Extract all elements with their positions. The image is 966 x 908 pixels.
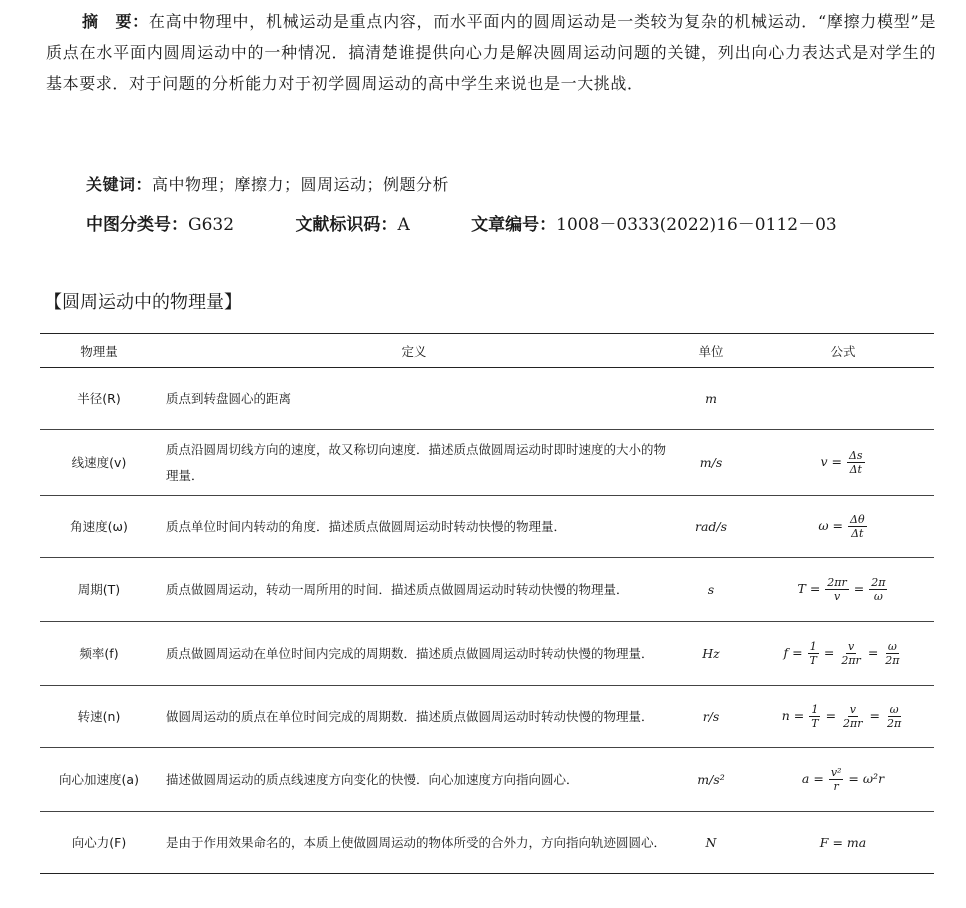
keywords-label: 关键词： (86, 175, 153, 194)
row-unit: rad/s (694, 518, 728, 534)
formula-T-eq: = (853, 581, 865, 596)
row-formula (752, 686, 934, 748)
row-unit: m (705, 390, 717, 406)
formula-T-den1: v (833, 590, 841, 603)
formula-a-lhs: a = (801, 771, 824, 786)
row-definition: 质点到转盘圆心的距离 (166, 390, 292, 406)
formula-f-lhs: f = (783, 645, 803, 660)
row-formula (752, 496, 934, 558)
table-header-row (40, 334, 934, 368)
doc-code-label: 文献标识码： (295, 215, 398, 235)
header-definition: 定义 (401, 343, 427, 359)
formula-a-rhs: = ω²r (848, 771, 885, 786)
formula-n-eq2: = (869, 708, 881, 723)
clc-value: G632 (188, 215, 235, 235)
row-definition: 做圆周运动的质点在单位时间完成的周期数．描述质点做圆周运动时转动快慢的物理量． (166, 708, 654, 724)
row-definition: 质点单位时间内转动的角度．描述质点做圆周运动时转动快慢的物理量． (166, 518, 567, 534)
keywords-text: 高中物理；摩擦力；圆周运动；例题分析 (152, 175, 450, 194)
formula-v-num: Δs (848, 449, 863, 462)
article-no-value: 1008－0333(2022)16－0112－03 (556, 215, 837, 235)
formula-n-num1: 1 (811, 703, 819, 716)
row-unit: Hz (702, 645, 720, 661)
formula-f-den1: T (809, 654, 817, 667)
row-definition: 是由于作用效果命名的，本质上使做圆周运动的物体所受的合外力，方向指向轨迹圆圆心． (166, 834, 667, 850)
row-name: 转速(n) (77, 708, 121, 724)
formula-w-num: Δθ (850, 513, 865, 526)
row-name: 频率(f) (79, 645, 119, 661)
abstract-label: 摘 要： (82, 12, 149, 31)
clc-label: 中图分类号： (86, 215, 188, 235)
header-formula: 公式 (830, 343, 856, 359)
section-title: 【圆周运动中的物理量】 (44, 292, 242, 313)
formula-n-num3: ω (889, 703, 899, 716)
formula-v-den: Δt (849, 463, 862, 476)
row-formula (752, 748, 934, 812)
formula-n-den3: 2π (887, 717, 902, 730)
classification-line (86, 210, 946, 235)
header-quantity: 物理量 (80, 343, 118, 359)
formula-T-lhs: T = (797, 581, 821, 596)
table-row (40, 622, 934, 686)
formula-f-den3: 2π (885, 654, 900, 667)
row-unit: r/s (702, 708, 720, 724)
formula-n-den1: T (811, 717, 819, 730)
header-unit: 单位 (698, 343, 724, 359)
table-row (40, 686, 934, 748)
formula-n-den2: 2πr (843, 717, 863, 730)
row-formula (752, 368, 934, 430)
table-row (40, 368, 934, 430)
formula-T-den2: ω (873, 590, 883, 603)
formula-n-eq1: = (825, 708, 837, 723)
abstract (46, 6, 936, 99)
formula-T-num2: 2π (871, 576, 886, 589)
formula-a-den: r (833, 780, 839, 793)
formula-T-num1: 2πr (827, 576, 847, 589)
formula-n-num2: v (849, 703, 856, 716)
row-name: 半径(R) (77, 390, 121, 406)
formula-f-num2: v (847, 640, 855, 653)
formula-f-eq2: = (867, 645, 879, 660)
table-row (40, 812, 934, 874)
row-name: 向心力(F) (71, 834, 127, 850)
physics-quantities-table (40, 333, 934, 874)
row-definition: 质点沿圆周切线方向的速度，故又称切向速度．描述质点做圆周运动时即时速度的大小的物理量． (166, 441, 667, 483)
row-name: 向心加速度(a) (59, 771, 139, 787)
formula-f-den2: 2πr (841, 654, 861, 667)
row-unit: N (705, 834, 717, 850)
row-name: 周期(T) (77, 581, 121, 597)
formula-f-eq1: = (823, 645, 835, 660)
row-definition: 质点做圆周运动，转动一周所用的时间．描述质点做圆周运动时转动快慢的物理量． (166, 581, 629, 597)
article-no-label: 文章编号： (471, 215, 557, 235)
row-definition: 质点做圆周运动在单位时间内完成的周期数．描述质点做圆周运动时转动快慢的物理量． (166, 645, 654, 661)
row-formula (752, 558, 934, 622)
row-formula (752, 430, 934, 496)
row-unit: s (707, 581, 715, 597)
formula-n-lhs: n = (781, 708, 805, 723)
row-formula (752, 812, 934, 874)
table-row (40, 748, 934, 812)
abstract-text: 在高中物理中，机械运动是重点内容，而水平面内的圆周运动是一类较为复杂的机械运动．“摩擦力模型”是质点在水平面内圆周运动中的一种情况．搞清楚谁提供向心力是解决圆周运动问题的关键，列出向心力表达式是对学生的基本要求．对于问题的分析能力对于初学圆周运动的高中学生来说也是一大挑战． (46, 12, 936, 93)
row-unit: m/s (699, 454, 723, 470)
formula-f-num3: ω (887, 640, 897, 653)
table-row (40, 496, 934, 558)
formula-w-lhs: ω = (818, 518, 844, 533)
doc-code-value: A (397, 215, 410, 235)
row-name: 角速度(ω) (70, 518, 128, 534)
row-unit: m/s² (697, 771, 725, 787)
row-formula (752, 622, 934, 686)
formula-w-den: Δt (851, 527, 864, 540)
formula-F: F = ma (819, 834, 867, 850)
formula-v-lhs: v = (820, 454, 842, 469)
formula-a-num: v² (830, 766, 842, 779)
row-definition: 描述做圆周运动的质点线速度方向变化的快慢．向心加速度方向指向圆心． (166, 771, 579, 787)
table-row (40, 430, 934, 496)
table-row (40, 558, 934, 622)
keywords (86, 172, 449, 195)
formula-f-num1: 1 (809, 640, 817, 653)
row-name: 线速度(v) (71, 454, 127, 470)
